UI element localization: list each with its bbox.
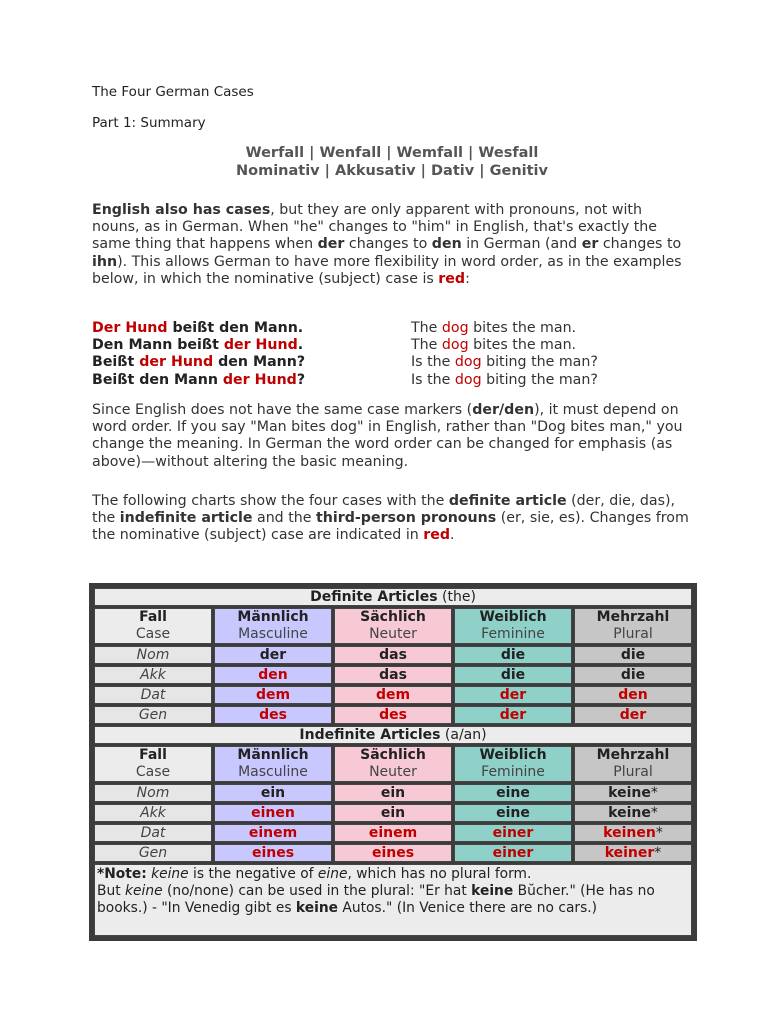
article-value: einer	[492, 825, 534, 841]
note-fragment: *Note:	[97, 866, 147, 882]
article-cell	[334, 706, 452, 724]
article-cell	[214, 646, 332, 664]
definite-title-row	[94, 588, 692, 606]
article-value: dem	[375, 687, 411, 703]
text: ), it must depend on word order. If you say "Man bites dog" in English, rather than "Dog bites man," you change the meaning. In German the word order can be changed for emphasis (as above)—without altering the basic meaning.	[92, 402, 683, 470]
column-header-subtitle: Masculine	[238, 626, 308, 642]
cases-line-german: Werfall | Wenfall | Wemfall | Wesfall	[245, 145, 539, 161]
column-header	[454, 608, 572, 644]
note-cell	[94, 864, 692, 936]
column-header	[94, 746, 212, 782]
example-fragment: ?	[296, 371, 306, 388]
example-fragment: The	[411, 337, 442, 354]
column-header-subtitle: Feminine	[481, 764, 545, 780]
example-row	[92, 337, 692, 354]
article-value: ein	[260, 785, 286, 801]
note-fragment: keine	[295, 900, 338, 916]
cases-heading	[92, 144, 692, 180]
column-header	[94, 608, 212, 644]
text: .	[450, 527, 455, 544]
column-header-subtitle: Masculine	[238, 764, 308, 780]
article-cell	[214, 844, 332, 862]
article-cell	[574, 844, 692, 862]
article-value: des	[259, 707, 287, 723]
red-word: red	[438, 270, 466, 287]
article-value: keiner	[604, 845, 655, 861]
article-cell	[454, 804, 572, 822]
column-header-subtitle: Neuter	[369, 626, 417, 642]
article-cell	[214, 706, 332, 724]
text: in German (and	[461, 236, 582, 253]
note-fragment: keine	[151, 866, 189, 882]
article-cell	[334, 844, 452, 862]
asterisk: *	[654, 845, 662, 861]
text: Since English does not have the same case markers (	[92, 402, 473, 418]
article-cell	[214, 804, 332, 822]
example-german	[92, 320, 411, 337]
table-row	[94, 706, 692, 724]
column-header	[334, 746, 452, 782]
column-header-title: Fall	[139, 747, 167, 763]
emphasis: der/den	[472, 402, 535, 418]
column-header-title: Weiblich	[479, 747, 547, 763]
note-fragment: keine	[471, 883, 514, 899]
example-german	[92, 354, 411, 371]
note-row	[94, 864, 692, 936]
table-row	[94, 666, 692, 684]
header-row	[94, 746, 692, 782]
example-fragment: bites the man.	[468, 337, 577, 354]
article-cell	[334, 686, 452, 704]
articles-table	[92, 586, 694, 938]
column-header	[454, 746, 572, 782]
text: and the	[252, 510, 316, 527]
table-row	[94, 804, 692, 822]
example-fragment: der Hund	[139, 354, 214, 371]
article-value: die	[500, 647, 526, 663]
case-cell: Nom	[94, 646, 212, 664]
text: The following charts show the four cases with the	[92, 493, 449, 509]
example-fragment: Der Hund	[92, 320, 168, 336]
article-cell	[574, 686, 692, 704]
article-value: des	[379, 707, 407, 723]
table-row	[94, 646, 692, 664]
article-cell	[334, 784, 452, 802]
text: (der, die, das), the	[92, 493, 676, 527]
asterisk: *	[655, 825, 663, 841]
emphasis: third-person pronouns	[316, 510, 497, 527]
article-cell	[454, 844, 572, 862]
emphasis: definite article	[448, 493, 567, 509]
example-row	[92, 320, 692, 337]
intro-paragraph	[92, 202, 692, 288]
articles-chart	[89, 583, 697, 941]
column-header	[334, 608, 452, 644]
column-header-title: Männlich	[237, 747, 309, 763]
article-cell	[334, 804, 452, 822]
example-german	[92, 337, 411, 354]
article-cell	[574, 666, 692, 684]
column-header	[574, 746, 692, 782]
example-english	[411, 354, 598, 371]
chart-title: Definite Articles	[310, 589, 438, 605]
column-header-subtitle: Neuter	[369, 764, 417, 780]
text: changes to	[598, 236, 682, 253]
note-fragment: keine	[125, 883, 163, 899]
word-order-paragraph	[92, 402, 692, 471]
part-heading: Part 1: Summary	[92, 115, 206, 131]
article-cell	[454, 706, 572, 724]
definite-title	[94, 588, 692, 606]
example-row	[92, 354, 692, 371]
header-row	[94, 608, 692, 644]
red-word: red	[423, 527, 451, 544]
article-cell	[454, 646, 572, 664]
case-cell: Akk	[94, 666, 212, 684]
asterisk: *	[650, 805, 658, 821]
article-value: keinen	[603, 825, 656, 841]
table-row	[94, 784, 692, 802]
emphasis: der	[317, 236, 345, 253]
column-header-title: Sächlich	[360, 609, 426, 625]
article-cell	[574, 804, 692, 822]
example-sentences	[92, 320, 692, 389]
article-value: einer	[492, 845, 534, 861]
text: (er, sie, es). Changes from the nominative (subject) case are indicated in	[92, 510, 689, 544]
example-german	[92, 372, 411, 389]
example-fragment: Is the	[411, 371, 455, 388]
text: changes to	[344, 236, 432, 253]
case-cell: Dat	[94, 686, 212, 704]
article-value: der	[499, 687, 527, 703]
article-value: einem	[368, 825, 418, 841]
article-value: das	[379, 647, 407, 663]
note-fragment: Bŭcher." (He has no books.) - "In Venedig gibt es	[97, 883, 655, 916]
chart-title: Indefinite Articles	[299, 727, 441, 743]
article-value: einen	[251, 805, 295, 821]
article-value: das	[379, 667, 407, 683]
article-cell	[454, 824, 572, 842]
example-fragment: biting the man?	[481, 354, 598, 371]
article-cell	[334, 824, 452, 842]
column-header-subtitle: Plural	[613, 626, 653, 642]
emphasis: ihn	[92, 253, 118, 270]
article-cell	[454, 784, 572, 802]
column-header-title: Männlich	[237, 609, 309, 625]
article-value: der	[259, 647, 287, 663]
article-cell	[214, 784, 332, 802]
article-cell	[334, 666, 452, 684]
example-fragment: Beißt den Mann	[92, 371, 223, 388]
article-value: keine	[608, 805, 651, 821]
note-fragment: eine	[317, 866, 348, 882]
column-header-subtitle: Case	[135, 626, 171, 642]
article-value: ein	[380, 805, 406, 821]
chart-subtitle: (a/an)	[440, 727, 487, 743]
emphasis: den	[431, 236, 462, 253]
article-value: der	[499, 707, 527, 723]
article-value: eine	[496, 805, 530, 821]
column-header	[574, 608, 692, 644]
note-fragment: But	[97, 883, 126, 899]
column-header-title: Mehrzahl	[596, 747, 670, 763]
case-cell: Gen	[94, 844, 212, 862]
text: :	[465, 270, 470, 287]
column-header-title: Sächlich	[360, 747, 426, 763]
article-value: ein	[380, 785, 406, 801]
column-header-title: Mehrzahl	[596, 609, 670, 625]
article-cell	[574, 784, 692, 802]
case-cell: Akk	[94, 804, 212, 822]
example-fragment: den Mann?	[213, 354, 306, 371]
table-row	[94, 824, 692, 842]
article-value: der	[619, 707, 647, 723]
article-value: den	[618, 687, 648, 703]
example-fragment: beißt den Mann.	[167, 320, 304, 336]
example-fragment: dog	[454, 354, 482, 371]
article-value: die	[620, 667, 646, 683]
article-cell	[574, 646, 692, 664]
example-english	[411, 337, 576, 354]
asterisk: *	[650, 785, 658, 801]
example-fragment: .	[297, 337, 304, 354]
column-header-subtitle: Case	[135, 764, 171, 780]
article-cell	[214, 666, 332, 684]
case-cell: Gen	[94, 706, 212, 724]
case-cell: Dat	[94, 824, 212, 842]
article-cell	[214, 686, 332, 704]
article-value: einem	[248, 825, 298, 841]
example-fragment: dog	[454, 371, 482, 388]
article-value: die	[620, 647, 646, 663]
article-cell	[454, 666, 572, 684]
note-fragment: , which has no plural form.	[347, 866, 532, 882]
article-value: den	[258, 667, 288, 683]
chart-subtitle: (the)	[437, 589, 476, 605]
article-cell	[574, 706, 692, 724]
example-fragment: Is the	[411, 354, 455, 371]
charts-intro-paragraph	[92, 493, 692, 545]
article-value: eine	[496, 785, 530, 801]
table-row	[94, 686, 692, 704]
example-fragment: Den Mann beißt	[92, 337, 224, 354]
cases-line-latin: Nominativ | Akkusativ | Dativ | Genitiv	[236, 163, 548, 179]
emphasis: English also has cases	[92, 202, 271, 218]
example-fragment: bites the man.	[468, 320, 577, 336]
note-fragment: (no/none) can be used in the plural: "Er hat	[162, 883, 472, 899]
article-value: dem	[255, 687, 291, 703]
column-header	[214, 608, 332, 644]
example-row	[92, 372, 692, 389]
article-cell	[334, 646, 452, 664]
text: ). This allows German to have more flexibility in word order, as in the examples below, in which the nominative (subject) case is	[92, 253, 682, 287]
article-cell	[214, 824, 332, 842]
article-cell	[454, 686, 572, 704]
case-cell: Nom	[94, 784, 212, 802]
column-header-title: Weiblich	[479, 609, 547, 625]
example-fragment: Beißt	[92, 354, 140, 371]
table-row	[94, 844, 692, 862]
example-fragment: der Hund	[222, 371, 297, 388]
emphasis: indefinite article	[119, 510, 253, 527]
article-value: die	[500, 667, 526, 683]
column-header	[214, 746, 332, 782]
column-header-title: Fall	[139, 609, 167, 625]
example-fragment: biting the man?	[481, 371, 598, 388]
article-value: eines	[251, 845, 295, 861]
example-fragment: The	[411, 320, 442, 336]
text: , but they are only apparent with pronouns, not with nouns, as in German. When "he" changes to "him" in English, that's exactly the same thing that happens when	[92, 202, 658, 253]
example-english	[411, 372, 598, 389]
emphasis: er	[581, 236, 599, 253]
article-value: keine	[608, 785, 651, 801]
document-title: The Four German Cases	[92, 84, 254, 100]
indefinite-title-row	[94, 726, 692, 744]
example-fragment: dog	[441, 320, 469, 336]
article-value: eines	[371, 845, 415, 861]
example-fragment: der Hund	[223, 337, 298, 354]
column-header-subtitle: Feminine	[481, 626, 545, 642]
column-header-subtitle: Plural	[613, 764, 653, 780]
example-english	[411, 320, 576, 337]
example-fragment: dog	[441, 337, 469, 354]
article-cell	[574, 824, 692, 842]
note-fragment: is the negative of	[188, 866, 318, 882]
indefinite-title	[94, 726, 692, 744]
note-fragment: Autos." (In Venice there are no cars.)	[338, 900, 598, 916]
